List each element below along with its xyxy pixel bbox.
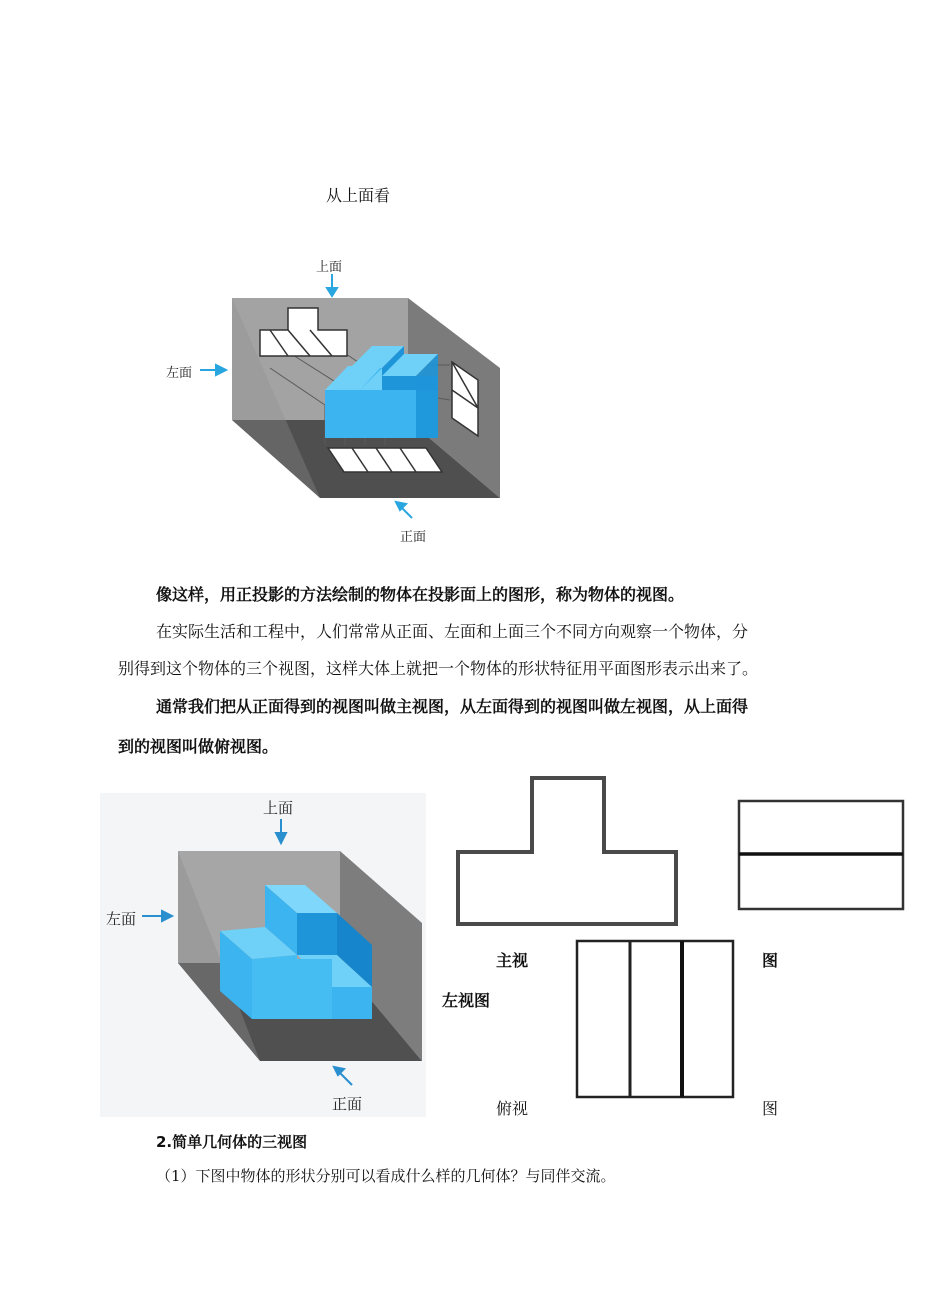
left-view-label: 左视图 bbox=[442, 991, 491, 1010]
paragraph-1-line-1: 在实际生活和工程中，人们常常从正面、左面和上面三个不同方向观察一个物体，分 bbox=[156, 622, 749, 641]
section-title: 2.简单几何体的三视图 bbox=[156, 1133, 308, 1151]
projection-diagram-1 bbox=[160, 250, 510, 550]
top-view-label-a: 俯视 bbox=[496, 1099, 529, 1118]
front-view-label-a: 主视 bbox=[496, 951, 529, 970]
label-top: 上面 bbox=[263, 799, 294, 817]
label-left: 左面 bbox=[106, 910, 137, 928]
top-view-label-b: 图 bbox=[762, 1099, 779, 1118]
paragraph-2-line-2: 到的视图叫做俯视图。 bbox=[118, 737, 279, 756]
question-text: （1）下图中物体的形状分别可以看成什么样的几何体？与同伴交流。 bbox=[156, 1167, 616, 1185]
projection-diagram-2 bbox=[100, 793, 426, 1117]
front-view-shape bbox=[450, 770, 690, 930]
top-view-drawing bbox=[574, 938, 736, 1100]
projection-figure-1 bbox=[160, 250, 510, 550]
paragraph-2-line-1: 通常我们把从正面得到的视图叫做主视图，从左面得到的视图叫做左视图，从上面得 bbox=[156, 697, 749, 716]
projection-figure-2 bbox=[100, 793, 426, 1117]
label-front: 正面 bbox=[332, 1095, 363, 1113]
front-view-label-b: 图 bbox=[762, 951, 779, 970]
paragraph-1-line-2: 别得到这个物体的三个视图，这样大体上就把一个物体的形状特征用平面图形表示出来了。 bbox=[118, 659, 759, 678]
front-view-drawing bbox=[450, 770, 690, 930]
definition-text: 像这样，用正投影的方法绘制的物体在投影面上的图形，称为物体的视图。 bbox=[156, 585, 685, 604]
label-front: 正面 bbox=[400, 530, 427, 545]
label-top: 上面 bbox=[316, 260, 343, 275]
front-view-projection bbox=[328, 448, 442, 472]
top-view-shape bbox=[574, 938, 736, 1100]
left-view-drawing bbox=[736, 798, 906, 912]
caption-top: 从上面看 bbox=[326, 186, 391, 205]
label-left: 左面 bbox=[166, 366, 193, 381]
left-view-shape bbox=[736, 798, 906, 912]
